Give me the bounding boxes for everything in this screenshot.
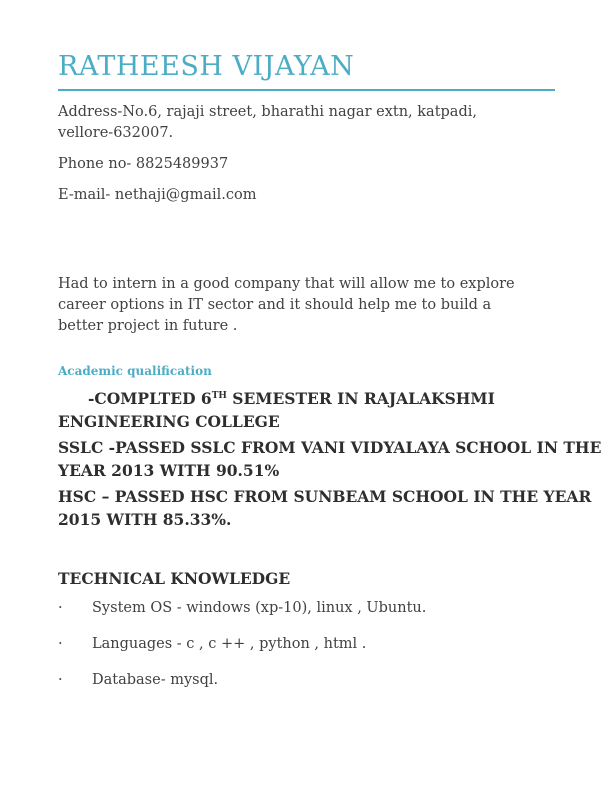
- sslc-line-2: YEAR 2013 WITH 90.51%: [58, 460, 280, 480]
- bullet-dot-icon: ·: [58, 600, 63, 616]
- resume-name-title: RATHEESH VIJAYAN: [58, 52, 555, 91]
- objective-paragraph: [58, 274, 555, 337]
- degree-line-1-pre: -COMPLTED 6: [88, 389, 212, 408]
- technical-knowledge-heading: TECHNICAL KNOWLEDGE: [58, 569, 291, 588]
- objective-line-2: career options in IT sector and it should help me to build a: [58, 297, 492, 313]
- sslc-entry: [58, 437, 602, 482]
- tech-item-system-os: System OS - windows (xp-10), linux , Ubuntu.: [92, 600, 427, 616]
- sslc-line-1: SSLC -PASSED SSLC FROM VANI VIDYALAYA SCHOOL IN THE: [58, 438, 602, 457]
- address-line-2: vellore-632007.: [58, 125, 174, 141]
- objective-line-1: Had to intern in a good company that will allow me to explore: [58, 276, 515, 292]
- address-line-1: Address-No.6, rajaji street, bharathi nagar extn, katpadi,: [58, 104, 477, 120]
- tech-item-database: Database- mysql.: [92, 672, 219, 688]
- bullet-dot-icon: ·: [58, 672, 63, 688]
- hsc-line-2: 2015 WITH 85.33%.: [58, 509, 232, 529]
- degree-entry: [58, 385, 555, 433]
- email-line: E-mail- nethaji@gmail.com: [58, 187, 257, 203]
- tech-bullet-item: [58, 634, 555, 655]
- objective-line-3: better project in future .: [58, 318, 238, 334]
- hsc-line-1: HSC – PASSED HSC FROM SUNBEAM SCHOOL IN THE YEAR: [58, 487, 592, 506]
- bullet-dot-icon: ·: [58, 636, 63, 652]
- tech-bullet-item: [58, 598, 555, 619]
- tech-bullet-item: [58, 670, 555, 691]
- hsc-entry: [58, 486, 592, 531]
- academic-qualification-heading: Academic qualification: [58, 364, 212, 378]
- address-block: [58, 102, 555, 144]
- degree-line-1: [88, 385, 555, 411]
- degree-ordinal-superscript: TH: [211, 391, 227, 401]
- degree-line-1-post: SEMESTER IN RAJALAKSHMI: [226, 389, 495, 408]
- phone-line: Phone no- 8825489937: [58, 156, 229, 172]
- tech-item-languages: Languages - c , c ++ , python , html .: [92, 636, 367, 652]
- degree-line-2: ENGINEERING COLLEGE: [58, 411, 280, 431]
